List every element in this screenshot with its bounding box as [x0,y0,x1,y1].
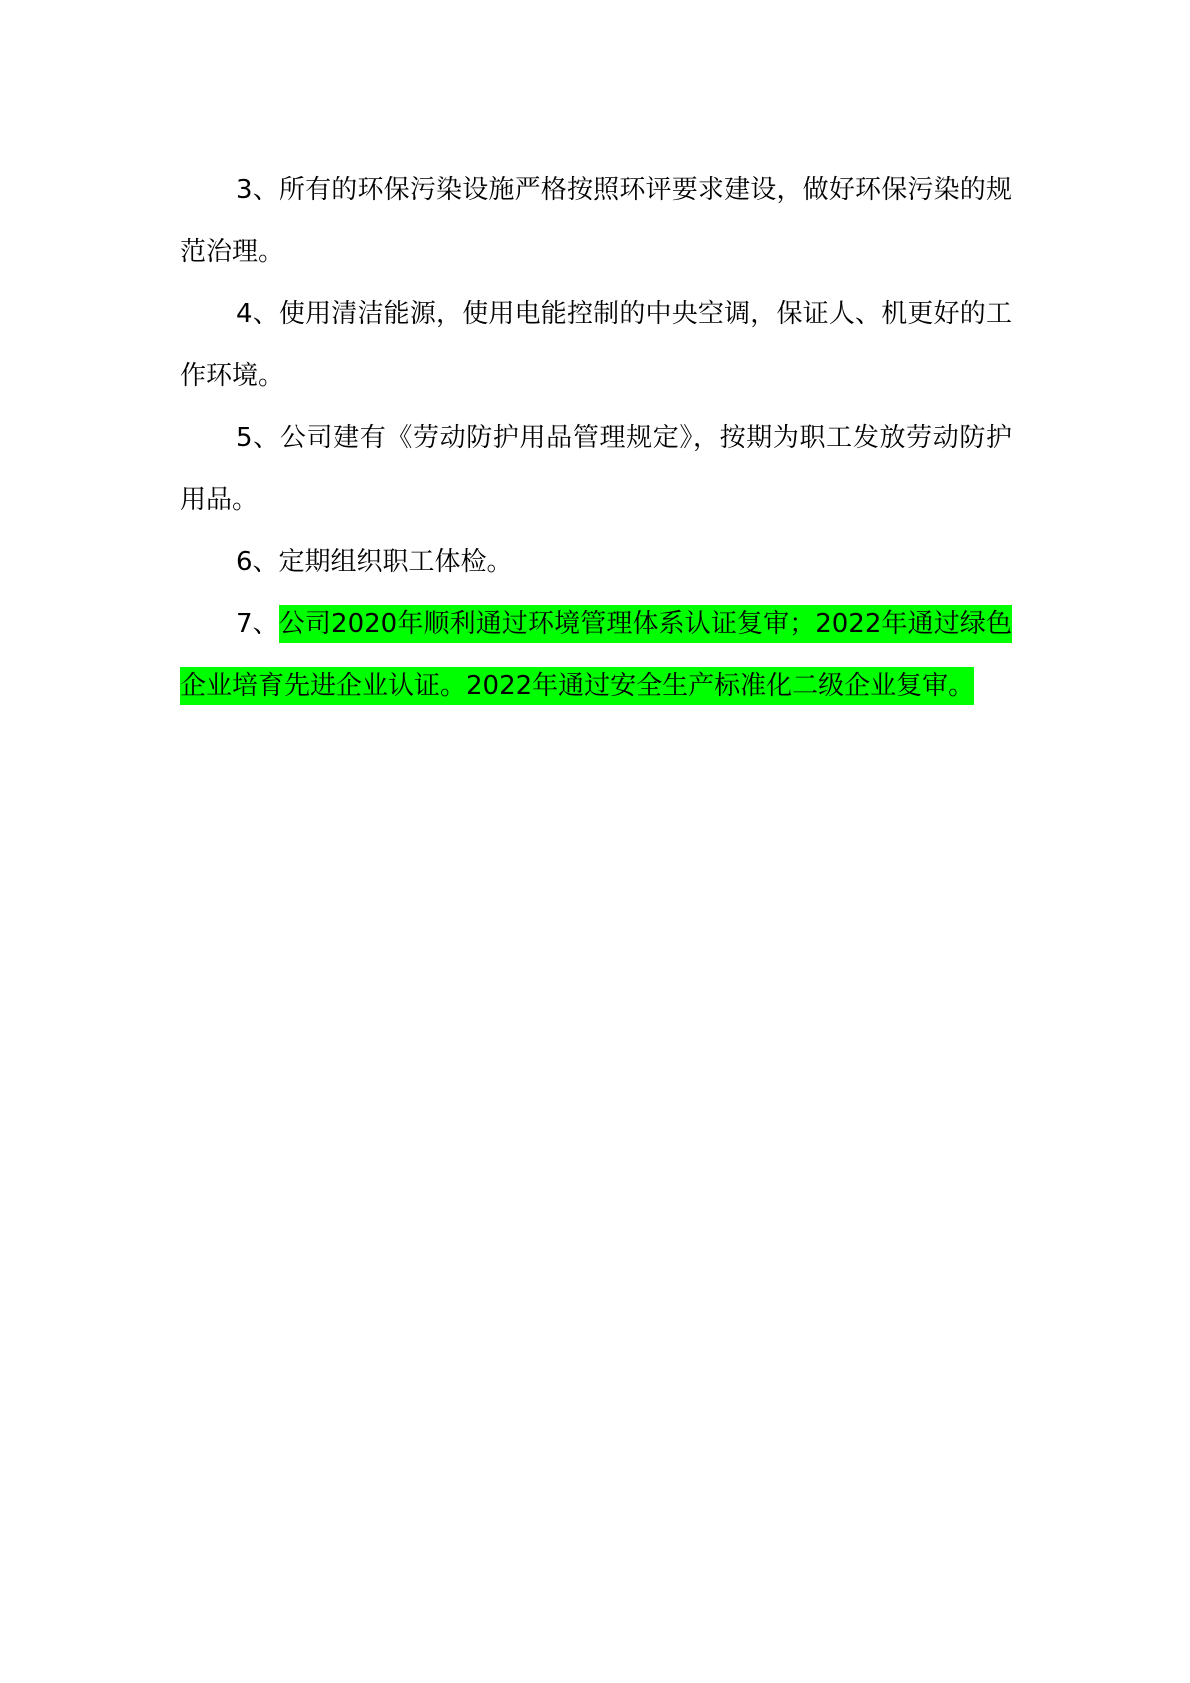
paragraph-number: 5、 [236,423,280,453]
paragraph-3 [180,159,1012,283]
paragraph-6 [180,531,1012,593]
paragraph-text: 公司建有《劳动防护用品管理规定》，按期为职工发放劳动防护用品。 [180,423,1012,515]
paragraph-number: 7、 [236,609,279,639]
paragraph-number: 6、 [236,547,279,577]
paragraph-number: 3、 [236,175,279,205]
document-body [180,159,1012,717]
paragraph-text: 所有的环保污染设施严格按照环评要求建设，做好环保污染的规范治理。 [180,175,1012,267]
paragraph-7 [180,593,1012,717]
highlighted-paragraph-text: 公司2020年顺利通过环境管理体系认证复审；2022年通过绿色企业培育先进企业认证。2022年通过安全生产标准化二级企业复审。 [180,605,1012,705]
paragraph-5 [180,407,1012,531]
paragraph-text: 使用清洁能源，使用电能控制的中央空调，保证人、机更好的工作环境。 [180,299,1012,391]
paragraph-text: 定期组织职工体检。 [278,547,513,577]
paragraph-4 [180,283,1012,407]
paragraph-number: 4、 [236,299,279,329]
